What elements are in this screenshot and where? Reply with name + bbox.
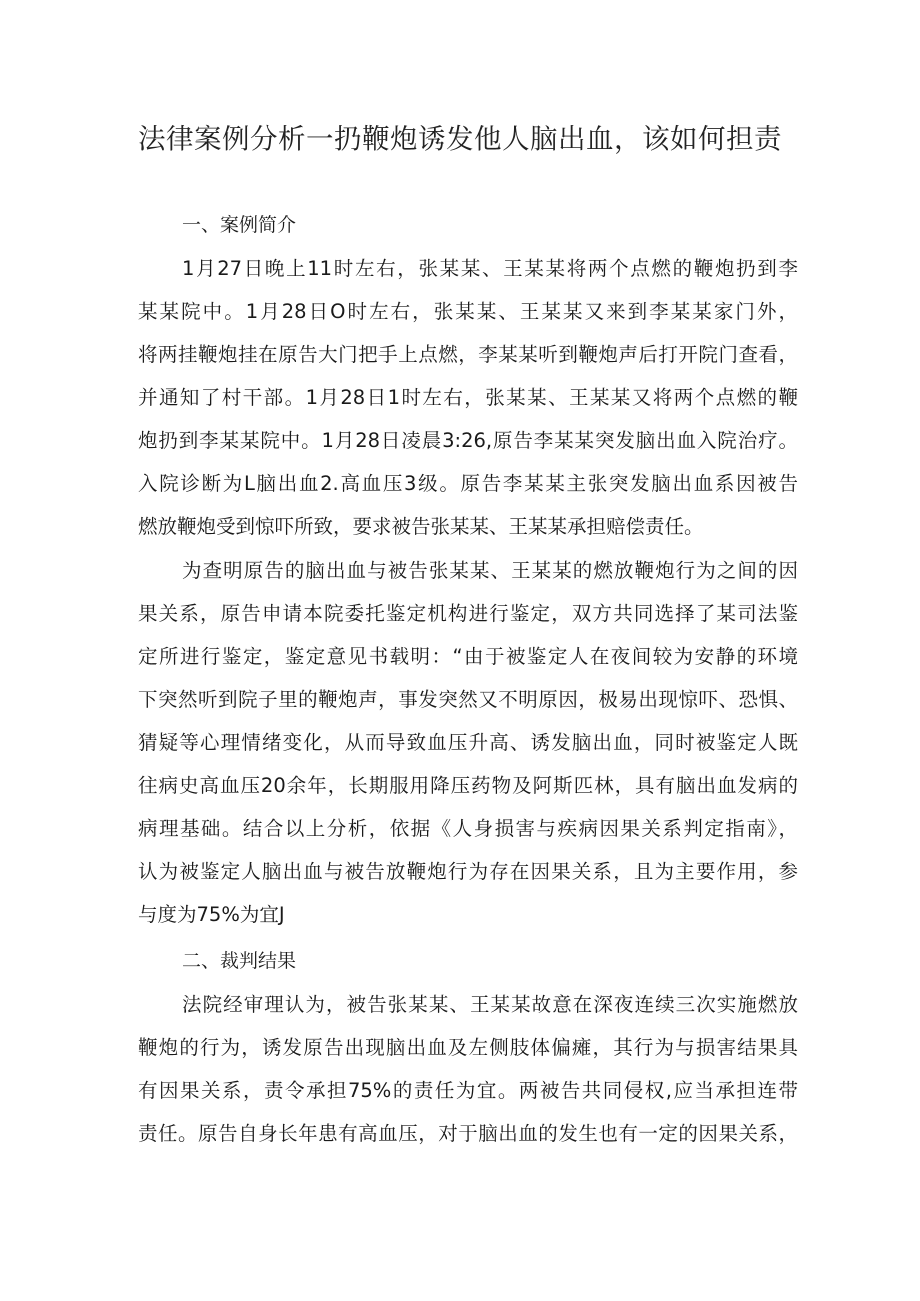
paragraph-line: 法院经审理认为，被告张某某、王某某故意在深夜连续三次实施燃放	[182, 993, 798, 1016]
paragraph-line: 燃放鞭炮受到惊吓所致，要求被告张某某、王某某承担赔偿责任。	[138, 515, 704, 538]
paragraph-line: 有因果关系，责令承担75%的责任为宜。两被告共同侵权,应当承担连带	[138, 1079, 798, 1102]
paragraph-line: 猜疑等心理情绪变化，从而导致血压升高、诱发脑出血，同时被鉴定人既	[138, 731, 798, 754]
paragraph-line: 为查明原告的脑出血与被告张某某、王某某的燃放鞭炮行为之间的因	[182, 559, 798, 582]
section-heading-judgment: 二、裁判结果	[182, 950, 297, 972]
paragraph-line: 果关系，原告申请本院委托鉴定机构进行鉴定，双方共同选择了某司法鉴	[138, 602, 798, 625]
document-title: 法律案例分析一扔鞭炮诱发他人脑出血，该如何担责	[138, 123, 782, 155]
paragraph-line: 责任。原告自身长年患有高血压，对于脑出血的发生也有一定的因果关系，	[138, 1122, 798, 1145]
paragraph-line: 病理基础。结合以上分析，依据《人身损害与疾病因果关系判定指南》，	[138, 817, 798, 840]
paragraph-line: 认为被鉴定人脑出血与被告放鞭炮行为存在因果关系，且为主要作用，参	[138, 860, 798, 883]
paragraph-line: 炮扔到李某某院中。1月28日凌晨3:26,原告李某某突发脑出血入院治疗。	[138, 429, 798, 452]
paragraph-line: 某某院中。1月28日O时左右，张某某、王某某又来到李某某家门外，	[138, 300, 798, 323]
paragraph-line: 鞭炮的行为，诱发原告出现脑出血及左侧肢体偏瘫，其行为与损害结果具	[138, 1036, 798, 1059]
section-heading-case-summary: 一、案例简介	[182, 214, 297, 236]
paragraph-line: 下突然听到院子里的鞭炮声，事发突然又不明原因，极易出现惊吓、恐惧、	[138, 688, 798, 711]
paragraph-line: 与度为75%为宜J	[138, 903, 285, 926]
paragraph-line: 将两挂鞭炮挂在原告大门把手上点燃，李某某听到鞭炮声后打开院门查看，	[138, 343, 798, 366]
paragraph-line: 定所进行鉴定，鉴定意见书载明：“由于被鉴定人在夜间较为安静的环境	[138, 645, 798, 668]
paragraph-line: 并通知了村干部。1月28日1时左右，张某某、王某某又将两个点燃的鞭	[138, 386, 798, 409]
paragraph-line: 1月27日晚上11时左右，张某某、王某某将两个点燃的鞭炮扔到李	[182, 257, 798, 280]
paragraph-line: 往病史高血压20余年，长期服用降压药物及阿斯匹林，具有脑出血发病的	[138, 774, 798, 797]
paragraph-line: 入院诊断为L脑出血2.高血压3级。原告李某某主张突发脑出血系因被告	[138, 472, 798, 495]
